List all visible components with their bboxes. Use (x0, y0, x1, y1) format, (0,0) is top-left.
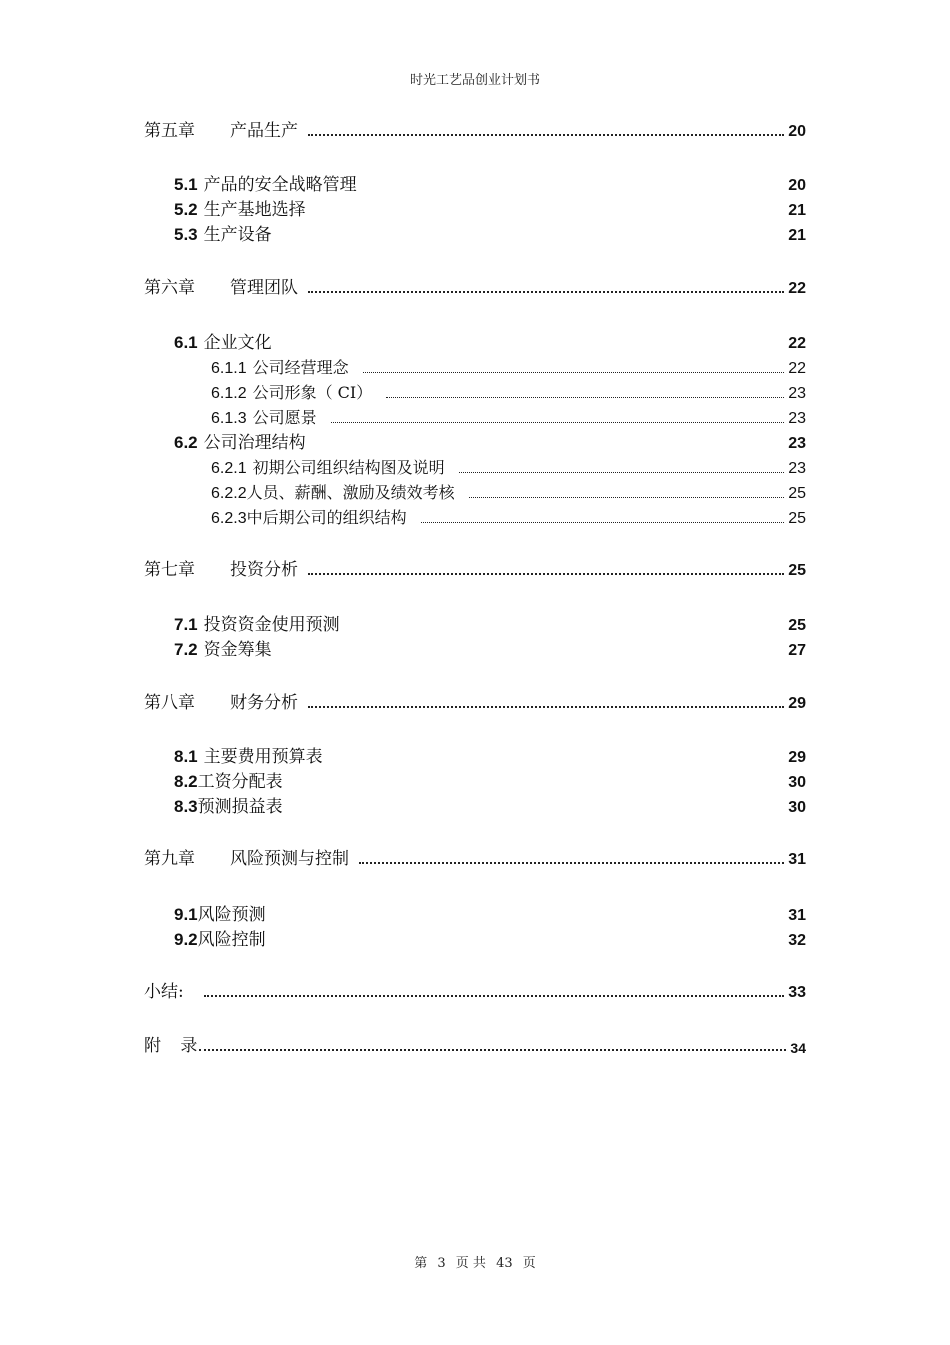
subsection-number: 6.1.1 (211, 360, 247, 377)
page-number: 21 (788, 227, 806, 244)
page-number: 25 (788, 485, 806, 502)
toc-chapter-9[interactable] (144, 845, 806, 869)
footer-total-pages: 43 (496, 1256, 513, 1271)
section-title: 投资资金使用预测 (203, 615, 340, 635)
section-number: 7.2 (174, 640, 198, 659)
page-number: 31 (788, 851, 806, 868)
section-title: 生产基地选择 (203, 200, 306, 220)
section-number: 8.2 (174, 772, 198, 791)
page-number: 29 (788, 695, 806, 712)
page-footer (0, 1252, 950, 1271)
section-number: 5.2 (174, 200, 198, 219)
dot-leader (308, 134, 784, 136)
toc-section-6-1[interactable] (174, 329, 806, 353)
dot-leader (308, 291, 784, 293)
toc-subsection-6-2-2[interactable] (211, 479, 806, 503)
dot-leader (204, 995, 784, 997)
toc-subsection-6-1-1[interactable] (211, 354, 806, 378)
document-header: 时光工艺品创业计划书 (409, 73, 540, 88)
page-number: 25 (788, 510, 806, 527)
chapter-label: 第八章 (144, 693, 195, 713)
section-title: 公司治理结构 (203, 433, 306, 453)
page-number: 25 (788, 562, 806, 579)
toc-subsection-6-1-2[interactable] (211, 379, 806, 403)
section-title: 生产设备 (203, 225, 272, 245)
toc-chapter-8[interactable] (144, 689, 806, 713)
section-title: 资金筹集 (203, 640, 272, 660)
dot-leader (363, 372, 785, 373)
toc-section-5-3[interactable] (174, 221, 806, 245)
page-number: 25 (788, 617, 806, 634)
page-number: 23 (788, 385, 806, 402)
subsection-title: 公司愿景 (252, 408, 317, 427)
dot-leader (199, 1049, 786, 1051)
footer-suffix: 页 (522, 1256, 536, 1271)
section-title: 企业文化 (203, 333, 272, 353)
section-number: 6.2 (174, 433, 198, 452)
dot-leader (308, 573, 784, 575)
chapter-title: 投资分析 (230, 560, 298, 580)
subsection-title: 中后期公司的组织结构 (246, 508, 407, 527)
section-title: 风险控制 (197, 930, 266, 950)
page-number: 23 (788, 410, 806, 427)
dot-leader (469, 497, 785, 498)
page-number: 22 (788, 360, 806, 377)
chapter-title: 管理团队 (230, 278, 298, 298)
toc-section-7-2[interactable] (174, 636, 806, 660)
toc-chapter-7[interactable] (144, 556, 806, 580)
page-number: 20 (788, 177, 806, 194)
page-number: 23 (788, 435, 806, 452)
chapter-title: 财务分析 (230, 693, 298, 713)
toc-appendix[interactable] (144, 1032, 806, 1056)
toc-section-5-2[interactable] (174, 196, 806, 220)
page-number: 20 (788, 123, 806, 140)
section-number: 9.2 (174, 930, 198, 949)
appendix-label: 附 录 (144, 1036, 198, 1056)
page-number: 30 (788, 799, 806, 816)
section-title: 工资分配表 (197, 772, 283, 792)
toc-chapter-6[interactable] (144, 274, 806, 298)
toc-subsection-6-2-3[interactable] (211, 504, 806, 528)
footer-prefix: 第 (414, 1256, 428, 1271)
toc-section-9-1[interactable] (174, 901, 806, 925)
page-number: 30 (788, 774, 806, 791)
page-number: 31 (788, 907, 806, 924)
dot-leader (308, 706, 784, 708)
subsection-title: 初期公司组织结构图及说明 (252, 458, 445, 477)
page-number: 27 (788, 642, 806, 659)
section-title: 风险预测 (197, 905, 266, 925)
subsection-title: 公司经营理念 (252, 358, 349, 377)
toc-section-5-1[interactable] (174, 171, 806, 195)
toc-section-8-2[interactable] (174, 768, 806, 792)
footer-current-page: 3 (437, 1256, 446, 1271)
page-number: 22 (788, 280, 806, 297)
section-number: 5.3 (174, 225, 198, 244)
toc-section-9-2[interactable] (174, 926, 806, 950)
toc-subsection-6-1-3[interactable] (211, 404, 806, 428)
section-title: 预测损益表 (197, 797, 283, 817)
section-number: 8.1 (174, 747, 198, 766)
dot-leader (459, 472, 785, 473)
section-number: 7.1 (174, 615, 198, 634)
section-title: 产品的安全战略管理 (203, 175, 357, 195)
toc-chapter-5[interactable] (144, 117, 806, 141)
toc-section-7-1[interactable] (174, 611, 806, 635)
dot-leader (386, 397, 784, 398)
page-number: 33 (788, 984, 806, 1001)
section-number: 8.3 (174, 797, 198, 816)
section-title: 主要费用预算表 (203, 747, 323, 767)
summary-label: 小结: (144, 982, 184, 1002)
toc-section-8-1[interactable] (174, 743, 806, 767)
toc-subsection-6-2-1[interactable] (211, 454, 806, 478)
chapter-label: 第九章 (144, 849, 195, 869)
subsection-number: 6.1.2 (211, 385, 247, 402)
page-number: 34 (790, 1040, 806, 1056)
dot-leader (331, 422, 785, 423)
section-number: 6.1 (174, 333, 198, 352)
toc-section-6-2[interactable] (174, 429, 806, 453)
subsection-title: 人员、薪酬、激励及绩效考核 (246, 483, 455, 502)
page-number: 23 (788, 460, 806, 477)
toc-section-8-3[interactable] (174, 793, 806, 817)
chapter-title: 风险预测与控制 (230, 849, 349, 869)
subsection-title: 公司形象（ CI） (252, 383, 373, 402)
subsection-number: 6.1.3 (211, 410, 247, 427)
subsection-number: 6.2.3 (211, 510, 247, 527)
dot-leader (359, 862, 784, 864)
chapter-title: 产品生产 (230, 121, 298, 141)
page-number: 21 (788, 202, 806, 219)
section-number: 9.1 (174, 905, 198, 924)
subsection-number: 6.2.1 (211, 460, 247, 477)
footer-mid: 页 共 (455, 1256, 486, 1271)
toc-summary[interactable] (144, 978, 806, 1002)
page-number: 22 (788, 335, 806, 352)
chapter-label: 第六章 (144, 278, 195, 298)
page-number: 32 (788, 932, 806, 949)
chapter-label: 第五章 (144, 121, 195, 141)
page-number: 29 (788, 749, 806, 766)
dot-leader (421, 522, 785, 523)
section-number: 5.1 (174, 175, 198, 194)
chapter-label: 第七章 (144, 560, 195, 580)
subsection-number: 6.2.2 (211, 485, 247, 502)
